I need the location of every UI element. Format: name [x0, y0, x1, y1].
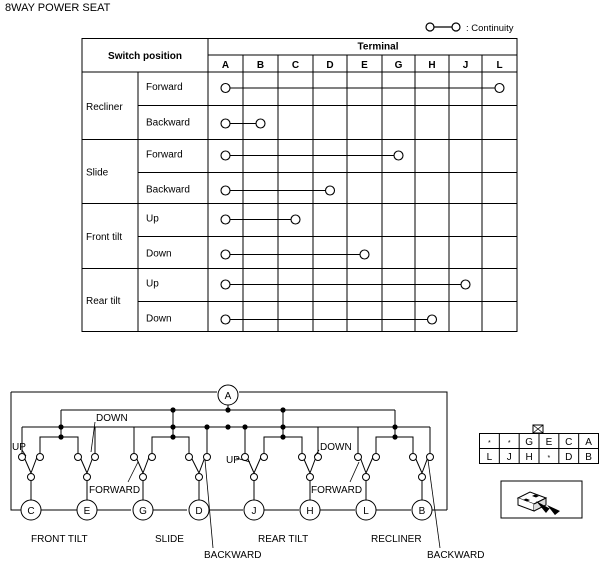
row-label: Forward [146, 82, 183, 93]
connector-face [474, 423, 603, 468]
connector-view-icon [500, 480, 584, 520]
connector-pin: C [565, 437, 573, 448]
switch-position-header: Switch position [108, 51, 182, 62]
row-label: Up [146, 213, 159, 225]
up-label-front: UP [12, 442, 26, 453]
terminal-label-g: G [139, 506, 147, 517]
continuity-node [495, 84, 504, 93]
legend-text: : Continuity [466, 23, 514, 34]
slide-label: SLIDE [155, 534, 184, 545]
continuity-node [221, 151, 230, 160]
page-title: 8WAY POWER SEAT [5, 2, 111, 14]
terminal-column-b: B [256, 60, 265, 71]
terminal-label-c: C [27, 506, 35, 517]
group-label: Front tilt [86, 232, 123, 243]
continuity-node [221, 186, 230, 195]
row-label: Down [146, 313, 172, 325]
connector-pin: E [545, 437, 553, 448]
continuity-node [291, 215, 300, 224]
continuity-node [221, 250, 230, 259]
terminal-header: Terminal [357, 41, 399, 53]
connector-pin: A [585, 437, 592, 448]
up-label-rear: UP [226, 455, 240, 466]
terminal-label-d: D [195, 506, 203, 517]
terminal-column-e: E [361, 60, 368, 71]
continuity-node [461, 280, 470, 289]
terminal-label-e: E [83, 506, 91, 517]
terminal-label-b: B [418, 506, 426, 517]
connector-pin: * [507, 440, 511, 447]
row-label: Up [146, 278, 159, 290]
connector-pin: * [547, 455, 551, 462]
row-label: Backward [146, 117, 190, 129]
continuity-node [221, 315, 230, 324]
terminal-label-j: J [251, 506, 257, 517]
continuity-node [221, 215, 230, 224]
continuity-node [221, 280, 230, 289]
row-label: Forward [146, 149, 183, 161]
connector-pin: D [565, 452, 573, 463]
connector-pin: * [488, 440, 491, 447]
terminal-column-j: J [462, 60, 469, 71]
forward-label-slide: FORWARD [89, 485, 141, 496]
terminal-label-h: H [306, 506, 314, 517]
recliner-label: RECLINER [371, 534, 422, 545]
connector-pin: H [525, 452, 533, 463]
group-label: Slide [86, 167, 109, 179]
continuity-node [326, 186, 335, 195]
terminal-column-d: D [326, 60, 334, 71]
continuity-node [394, 151, 403, 160]
terminal-label-l: L [363, 506, 369, 517]
front-tilt-label: FRONT TILT [31, 534, 88, 545]
terminal-column-g: G [394, 60, 403, 71]
continuity-node [428, 315, 437, 324]
terminal-column-l: L [496, 60, 503, 71]
connector-pin: G [525, 437, 533, 448]
backward-label-recliner: BACKWARD [427, 550, 485, 561]
rear-tilt-label: REAR TILT [258, 534, 309, 545]
continuity-node [256, 119, 265, 128]
group-label: Recliner [86, 101, 123, 113]
forward-label-recliner: FORWARD [311, 485, 363, 496]
row-label: Backward [146, 184, 190, 196]
continuity-node [221, 84, 230, 93]
down-label-front: DOWN [96, 413, 128, 424]
terminal-column-c: C [291, 60, 300, 71]
continuity-node [360, 250, 369, 259]
connector-pin: L [486, 452, 493, 463]
connector-pin: J [506, 452, 512, 463]
group-label: Rear tilt [86, 296, 121, 307]
down-label-rear: DOWN [320, 442, 352, 453]
terminal-a-label: A [224, 391, 232, 402]
connector-pin: B [585, 452, 592, 463]
terminal-column-h: H [428, 60, 436, 71]
backward-label-slide: BACKWARD [204, 550, 262, 561]
continuity-node [221, 119, 230, 128]
row-label: Down [146, 248, 172, 260]
terminal-column-a: A [221, 60, 230, 71]
